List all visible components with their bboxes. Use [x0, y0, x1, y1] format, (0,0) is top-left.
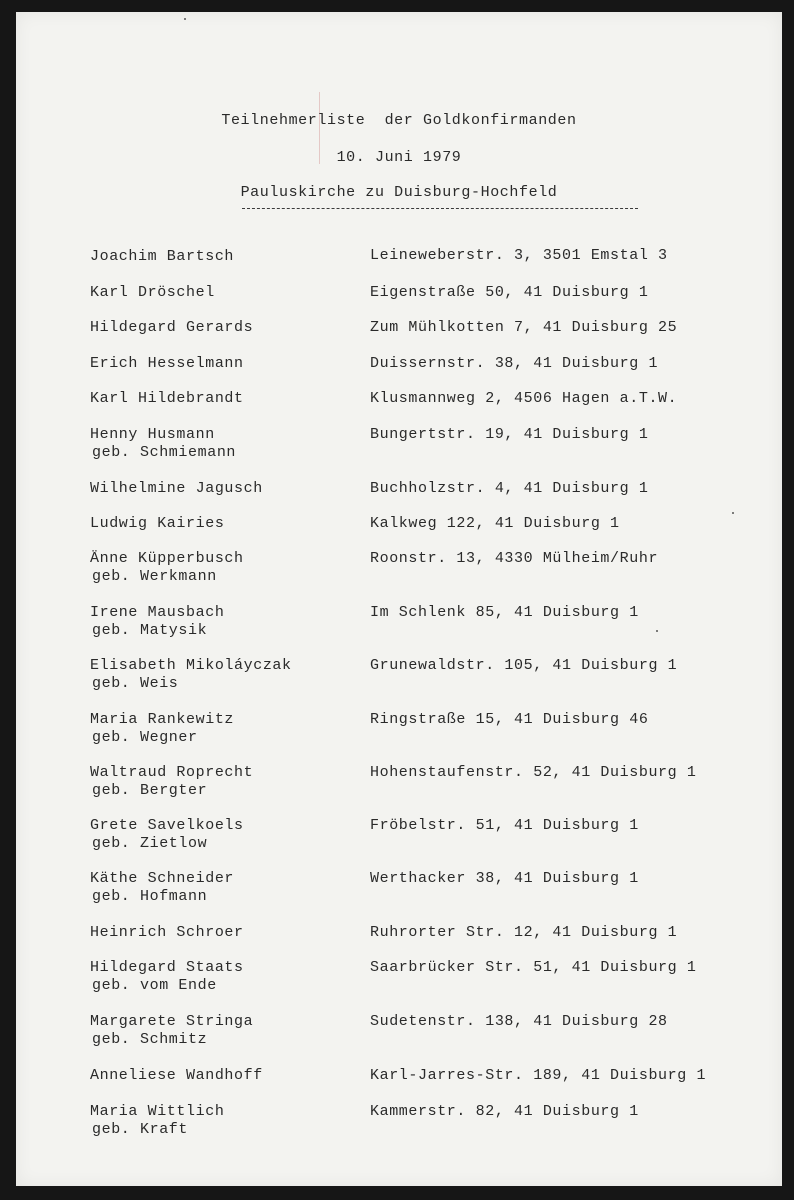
document-title: Teilnehmerliste der Goldkonfirmanden: [221, 112, 577, 129]
list-item: [16, 426, 782, 472]
participant-name-block: [90, 924, 244, 942]
participant-address: Karl-Jarres-Str. 189, 41 Duisburg 1: [370, 1067, 707, 1084]
list-item: [16, 550, 782, 596]
participant-name: Heinrich Schroer: [90, 924, 244, 941]
participant-name-block: [90, 817, 244, 853]
dust-speck: [732, 512, 734, 514]
participant-name-block: [90, 426, 236, 462]
list-item: [16, 1103, 782, 1149]
participant-name-block: [90, 959, 244, 995]
participant-address: Werthacker 38, 41 Duisburg 1: [370, 870, 639, 887]
maiden-name: geb. Kraft: [92, 1121, 189, 1138]
participant-name: Elisabeth Mikoláyczak: [90, 657, 292, 674]
list-item: [16, 817, 782, 863]
maiden-name: geb. Hofmann: [92, 888, 208, 905]
participant-address: Klusmannweg 2, 4506 Hagen a.T.W.: [370, 390, 678, 407]
participant-name-block: [90, 657, 292, 693]
participant-name-block: [90, 870, 234, 906]
typed-document-page: [16, 12, 782, 1186]
participant-name-block: [90, 284, 215, 302]
header-underline: [242, 208, 638, 209]
participant-address: Kalkweg 122, 41 Duisburg 1: [370, 515, 620, 532]
participant-name-block: [90, 764, 253, 800]
list-item: [16, 1013, 782, 1059]
participant-address: Leineweberstr. 3, 3501 Emstal 3: [370, 247, 668, 264]
participant-address: Roonstr. 13, 4330 Mülheim/Ruhr: [370, 550, 659, 567]
maiden-name: geb. vom Ende: [92, 977, 217, 994]
participant-name-block: [90, 515, 224, 533]
maiden-name: geb. Schmiemann: [92, 444, 237, 461]
list-item: [16, 959, 782, 1005]
participant-address: Im Schlenk 85, 41 Duisburg 1: [370, 604, 639, 621]
participant-name: Änne Küpperbusch: [90, 550, 244, 567]
participant-name-block: [90, 1103, 224, 1139]
participant-address: Sudetenstr. 138, 41 Duisburg 28: [370, 1013, 668, 1030]
participant-address: Zum Mühlkotten 7, 41 Duisburg 25: [370, 319, 678, 336]
participant-address: Bungertstr. 19, 41 Duisburg 1: [370, 426, 649, 443]
list-item: [16, 764, 782, 810]
participant-name-block: [90, 248, 234, 266]
dust-speck: [184, 18, 186, 20]
participant-name: Margarete Stringa: [90, 1013, 254, 1030]
list-item: [16, 711, 782, 757]
participant-name: Erich Hesselmann: [90, 355, 244, 372]
participant-name-block: [90, 480, 263, 498]
maiden-name: geb. Werkmann: [92, 568, 217, 585]
participant-address: Buchholzstr. 4, 41 Duisburg 1: [370, 480, 649, 497]
maiden-name: geb. Bergter: [92, 782, 208, 799]
participant-address: Duissernstr. 38, 41 Duisburg 1: [370, 355, 659, 372]
participant-name-block: [90, 390, 244, 408]
participant-address: Eigenstraße 50, 41 Duisburg 1: [370, 284, 649, 301]
participant-address: Hohenstaufenstr. 52, 41 Duisburg 1: [370, 764, 697, 781]
participant-name-block: [90, 711, 234, 747]
document-church: Pauluskirche zu Duisburg-Hochfeld: [240, 184, 558, 201]
maiden-name: geb. Matysik: [92, 622, 208, 639]
participant-address: Ruhrorter Str. 12, 41 Duisburg 1: [370, 924, 678, 941]
participant-name: Henny Husmann: [90, 426, 215, 443]
list-item: [16, 657, 782, 703]
maiden-name: geb. Zietlow: [92, 835, 208, 852]
participant-name-block: [90, 355, 244, 373]
participant-name: Hildegard Staats: [90, 959, 244, 976]
participant-name: Maria Wittlich: [90, 1103, 225, 1120]
participant-name: Waltraud Roprecht: [90, 764, 254, 781]
participant-name: Irene Mausbach: [90, 604, 225, 621]
maiden-name: geb. Weis: [92, 675, 179, 692]
participant-name: Grete Savelkoels: [90, 817, 244, 834]
participant-name: Käthe Schneider: [90, 870, 235, 887]
list-item: [16, 604, 782, 650]
participant-name: Ludwig Kairies: [90, 515, 225, 532]
participant-name-block: [90, 1067, 263, 1085]
participant-address: Fröbelstr. 51, 41 Duisburg 1: [370, 817, 639, 834]
participant-address: Grunewaldstr. 105, 41 Duisburg 1: [370, 657, 678, 674]
participant-name: Joachim Bartsch: [90, 248, 235, 265]
participant-name-block: [90, 604, 224, 640]
maiden-name: geb. Wegner: [92, 729, 198, 746]
maiden-name: geb. Schmitz: [92, 1031, 208, 1048]
participant-name: Anneliese Wandhoff: [90, 1067, 263, 1084]
participant-address: Kammerstr. 82, 41 Duisburg 1: [370, 1103, 639, 1120]
document-date: 10. Juni 1979: [336, 149, 462, 166]
participant-address: Saarbrücker Str. 51, 41 Duisburg 1: [370, 959, 697, 976]
list-item: [16, 870, 782, 916]
dust-speck: [656, 630, 658, 632]
participant-address: Ringstraße 15, 41 Duisburg 46: [370, 711, 649, 728]
participant-name-block: [90, 319, 253, 337]
participant-name: Wilhelmine Jagusch: [90, 480, 263, 497]
participant-name-block: [90, 550, 244, 586]
participant-name-block: [90, 1013, 253, 1049]
participant-name: Karl Dröschel: [90, 284, 215, 301]
participant-name: Karl Hildebrandt: [90, 390, 244, 407]
participant-name: Hildegard Gerards: [90, 319, 254, 336]
participant-name: Maria Rankewitz: [90, 711, 235, 728]
